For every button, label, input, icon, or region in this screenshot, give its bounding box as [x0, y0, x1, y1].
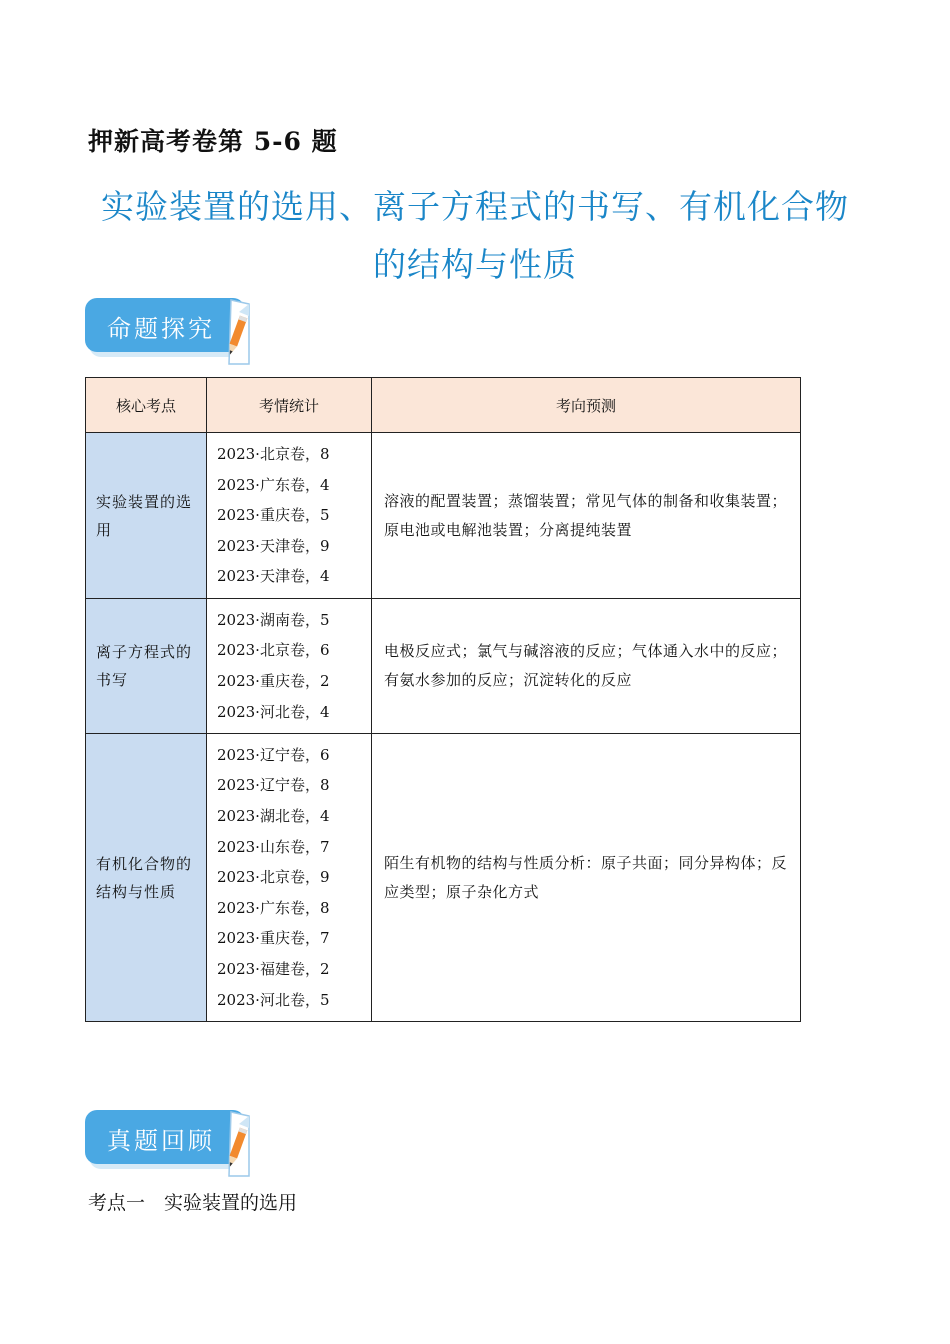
header-core-topic: 核心考点: [86, 378, 207, 433]
stat-item: 2023·天津卷，4: [217, 567, 330, 586]
prediction-cell: 溶液的配置装置；蒸馏装置；常见气体的制备和收集装置；原电池或电解池装置；分离提纯装置: [372, 433, 801, 599]
stats-cell: [207, 734, 372, 1022]
topic-cell: 离子方程式的书写: [86, 599, 207, 734]
stat-item: 2023·重庆卷，2: [217, 672, 330, 690]
topic-cell: 实验装置的选用: [86, 433, 207, 599]
stat-item: 2023·广东卷，4: [217, 475, 330, 494]
table-row: [86, 599, 801, 734]
stat-item: 2023·重庆卷，5: [217, 506, 330, 525]
badge-proposition: [85, 298, 265, 368]
stat-item: 2023·北京卷，9: [217, 868, 330, 887]
pencil-icon: [223, 1110, 263, 1180]
badge-review: [85, 1110, 265, 1180]
table-row: [86, 734, 801, 1022]
table-header-row: [86, 378, 801, 433]
section-heading: 考点一 实验装置的选用: [88, 1192, 298, 1214]
badge-label: 真题回顾: [107, 1127, 215, 1155]
table-row: [86, 433, 801, 599]
stat-item: 2023·辽宁卷，6: [217, 745, 330, 764]
stat-item: 2023·河北卷，4: [217, 702, 330, 721]
stats-cell: [207, 433, 372, 599]
stat-item: 2023·河北卷，5: [217, 990, 330, 1009]
stat-item: 2023·重庆卷，7: [217, 929, 330, 948]
stat-item: 2023·山东卷，7: [217, 837, 330, 856]
stat-item: 2023·北京卷，8: [217, 445, 330, 464]
page-title: [60, 178, 890, 294]
topic-cell: 有机化合物的结构与性质: [86, 734, 207, 1022]
title-line-1: 实验装置的选用、离子方程式的书写、有机化合物: [101, 187, 849, 226]
exam-analysis-table: [85, 377, 801, 1022]
prediction-cell: 电极反应式；氯气与碱溶液的反应；气体通入水中的反应；有氨水参加的反应；沉淀转化的反应: [372, 599, 801, 734]
header-statistics: 考情统计: [207, 378, 372, 433]
pencil-icon: [223, 298, 263, 368]
stat-item: 2023·福建卷，2: [217, 959, 330, 978]
stats-cell: [207, 599, 372, 734]
stat-item: 2023·湖南卷，5: [217, 610, 330, 629]
stat-item: 2023·天津卷，9: [217, 536, 330, 555]
prediction-cell: 陌生有机物的结构与性质分析：原子共面；同分异构体；反应类型；原子杂化方式: [372, 734, 801, 1022]
stat-item: 2023·湖北卷，4: [217, 807, 330, 826]
badge-label: 命题探究: [107, 315, 215, 343]
header-prediction: 考向预测: [372, 378, 801, 433]
title-line-2: 的结构与性质: [373, 245, 577, 284]
stat-item: 2023·北京卷，6: [217, 641, 330, 660]
subtitle: 押新高考卷第 5-6 题: [88, 127, 338, 156]
stat-item: 2023·广东卷，8: [217, 898, 330, 917]
stat-item: 2023·辽宁卷，8: [217, 776, 330, 795]
